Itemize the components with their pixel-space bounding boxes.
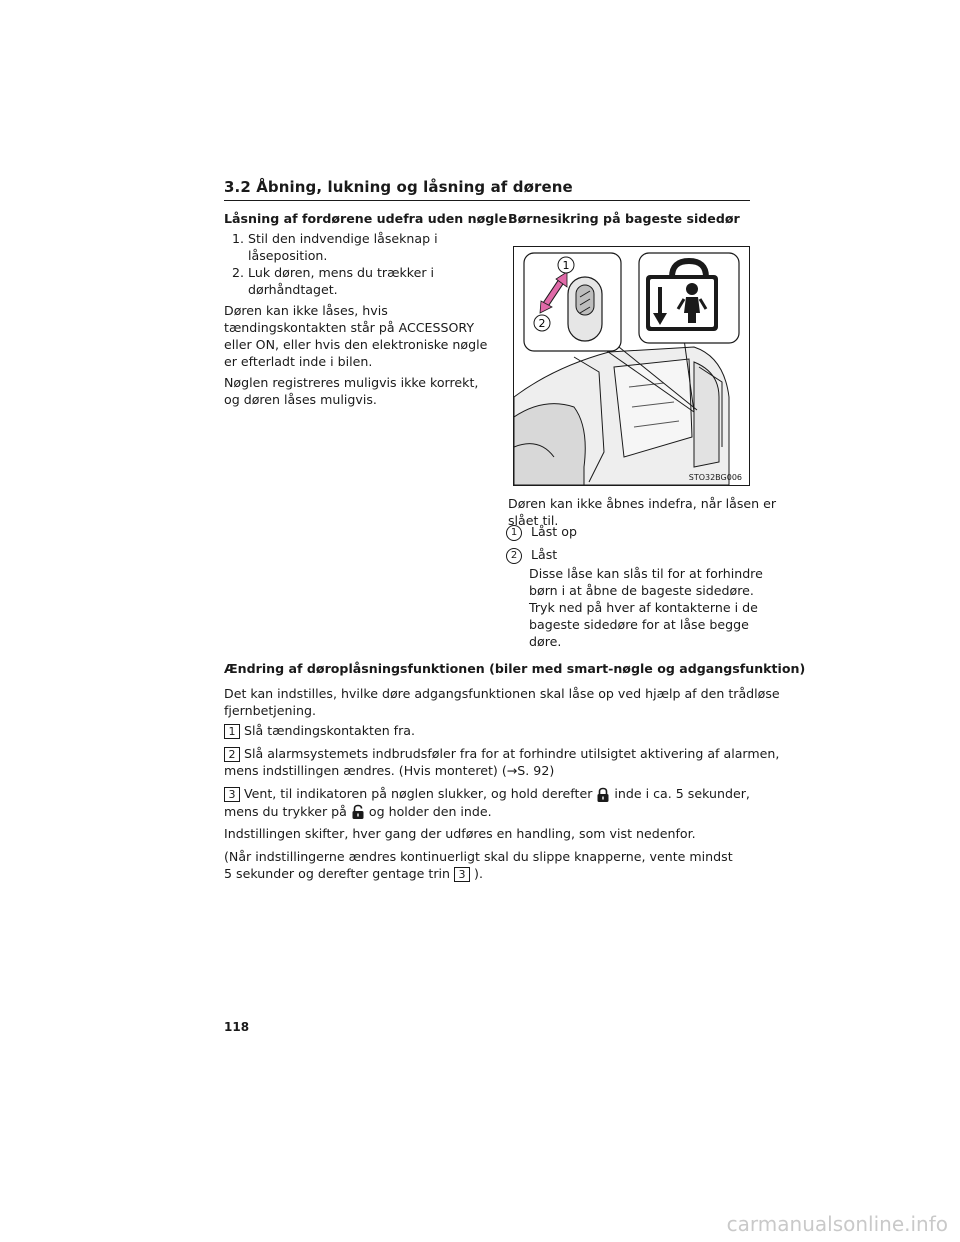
right-heading: Børnesikring på bageste sidedør bbox=[508, 211, 740, 226]
bottom-heading: Ændring af døroplåsningsfunktionen (biler med smart-nøgle og adgangsfunktion) bbox=[224, 661, 806, 676]
bottom-step-2 bbox=[224, 745, 779, 779]
legend-number: 2 bbox=[506, 548, 522, 564]
bottom-paragraph-1: Indstillingen skifter, hver gang der udføres en handling, som vist nedenfor. bbox=[224, 826, 696, 841]
unlock-button-icon bbox=[351, 804, 365, 820]
left-paragraph-1 bbox=[224, 302, 487, 370]
step-text: inde i ca. 5 sekunder, bbox=[614, 786, 750, 801]
text-line: Døren kan ikke låses, hvis bbox=[224, 303, 388, 318]
text-line: eller ON, eller hvis den elektroniske nøgle bbox=[224, 337, 488, 352]
child-lock-figure bbox=[513, 246, 750, 486]
step-reference-badge: 3 bbox=[454, 867, 470, 882]
child-lock-note bbox=[529, 565, 763, 650]
step-badge: 2 bbox=[224, 747, 240, 762]
legend-item-1 bbox=[506, 523, 577, 541]
legend-number: 1 bbox=[506, 525, 522, 541]
bottom-step-3 bbox=[224, 785, 750, 820]
text-line: Døren kan ikke åbnes indefra, når låsen er bbox=[508, 496, 777, 511]
text-line: Tryk ned på hver af kontakterne i de bbox=[529, 600, 758, 615]
text-line: døre. bbox=[529, 634, 562, 649]
text-line: fjernbetjening. bbox=[224, 703, 317, 718]
figure-label-1: 1 bbox=[562, 259, 570, 272]
step-badge: 1 bbox=[224, 724, 240, 739]
step-text: Slå tændingskontakten fra. bbox=[244, 723, 416, 738]
step-badge: 3 bbox=[224, 787, 240, 802]
bottom-paragraph-2 bbox=[224, 848, 733, 882]
step-text: Vent, til indikatoren på nøglen slukker, og hold derefter bbox=[244, 786, 593, 801]
text-line: bageste sidedøre for at låse begge bbox=[529, 617, 749, 632]
figure-label-2: 2 bbox=[538, 317, 546, 330]
step-text: og holder den inde. bbox=[368, 803, 492, 819]
text-line: er efterladt inde i bilen. bbox=[224, 354, 373, 369]
section-title: 3.2 Åbning, lukning og låsning af dørene bbox=[224, 178, 573, 196]
text-line: Nøglen registreres muligvis ikke korrekt, bbox=[224, 375, 479, 390]
step-line: Luk døren, mens du trækker i bbox=[248, 265, 435, 280]
step-line: Stil den indvendige låseknap i bbox=[248, 231, 438, 246]
legend-label: Låst bbox=[531, 547, 558, 562]
left-heading: Låsning af fordørene udefra uden nøgle bbox=[224, 211, 508, 226]
step-number: 1. bbox=[232, 231, 245, 246]
text-line: Disse låse kan slås til for at forhindre bbox=[529, 566, 763, 581]
text-line: 5 sekunder og derefter gentage trin bbox=[224, 866, 451, 881]
text-line: Det kan indstilles, hvilke døre adgangsfunktionen skal låse op ved hjælp af den trådløse bbox=[224, 686, 780, 701]
text-line: ). bbox=[474, 866, 483, 881]
section-rule bbox=[224, 200, 750, 201]
bottom-intro bbox=[224, 685, 780, 719]
left-step-2 bbox=[232, 264, 434, 298]
step-text: Slå alarmsystemets indbrudsføler fra for at forhindre utilsigtet aktivering af alarmen, bbox=[244, 746, 780, 761]
text-line: (Når indstillingerne ændres kontinuerligt skal du slippe knapperne, vente mindst bbox=[224, 849, 733, 864]
lock-button-icon bbox=[596, 787, 610, 803]
text-line: og døren låses muligvis. bbox=[224, 392, 377, 407]
child-lock-illustration bbox=[514, 247, 749, 485]
text-line: slået til. bbox=[508, 513, 559, 528]
page-number: 118 bbox=[224, 1020, 250, 1034]
legend-label: Låst op bbox=[531, 524, 577, 539]
figure-code: STO32BG006 bbox=[688, 473, 742, 482]
step-number: 2. bbox=[232, 265, 245, 280]
left-paragraph-2 bbox=[224, 374, 478, 408]
step-line: dørhåndtaget. bbox=[248, 282, 338, 297]
bottom-step-1 bbox=[224, 722, 415, 739]
text-line: tændingskontakten står på ACCESSORY bbox=[224, 320, 475, 335]
text-line: børn i at åbne de bageste sidedøre. bbox=[529, 583, 754, 598]
step-line: låseposition. bbox=[248, 248, 328, 263]
step-text: mens du trykker på bbox=[224, 803, 347, 819]
step-text: mens indstillingen ændres. (Hvis monteret) (→S. 92) bbox=[224, 763, 555, 778]
left-step-1 bbox=[232, 230, 438, 264]
watermark: carmanualsonline.info bbox=[726, 1212, 948, 1236]
legend-item-2 bbox=[506, 546, 557, 564]
